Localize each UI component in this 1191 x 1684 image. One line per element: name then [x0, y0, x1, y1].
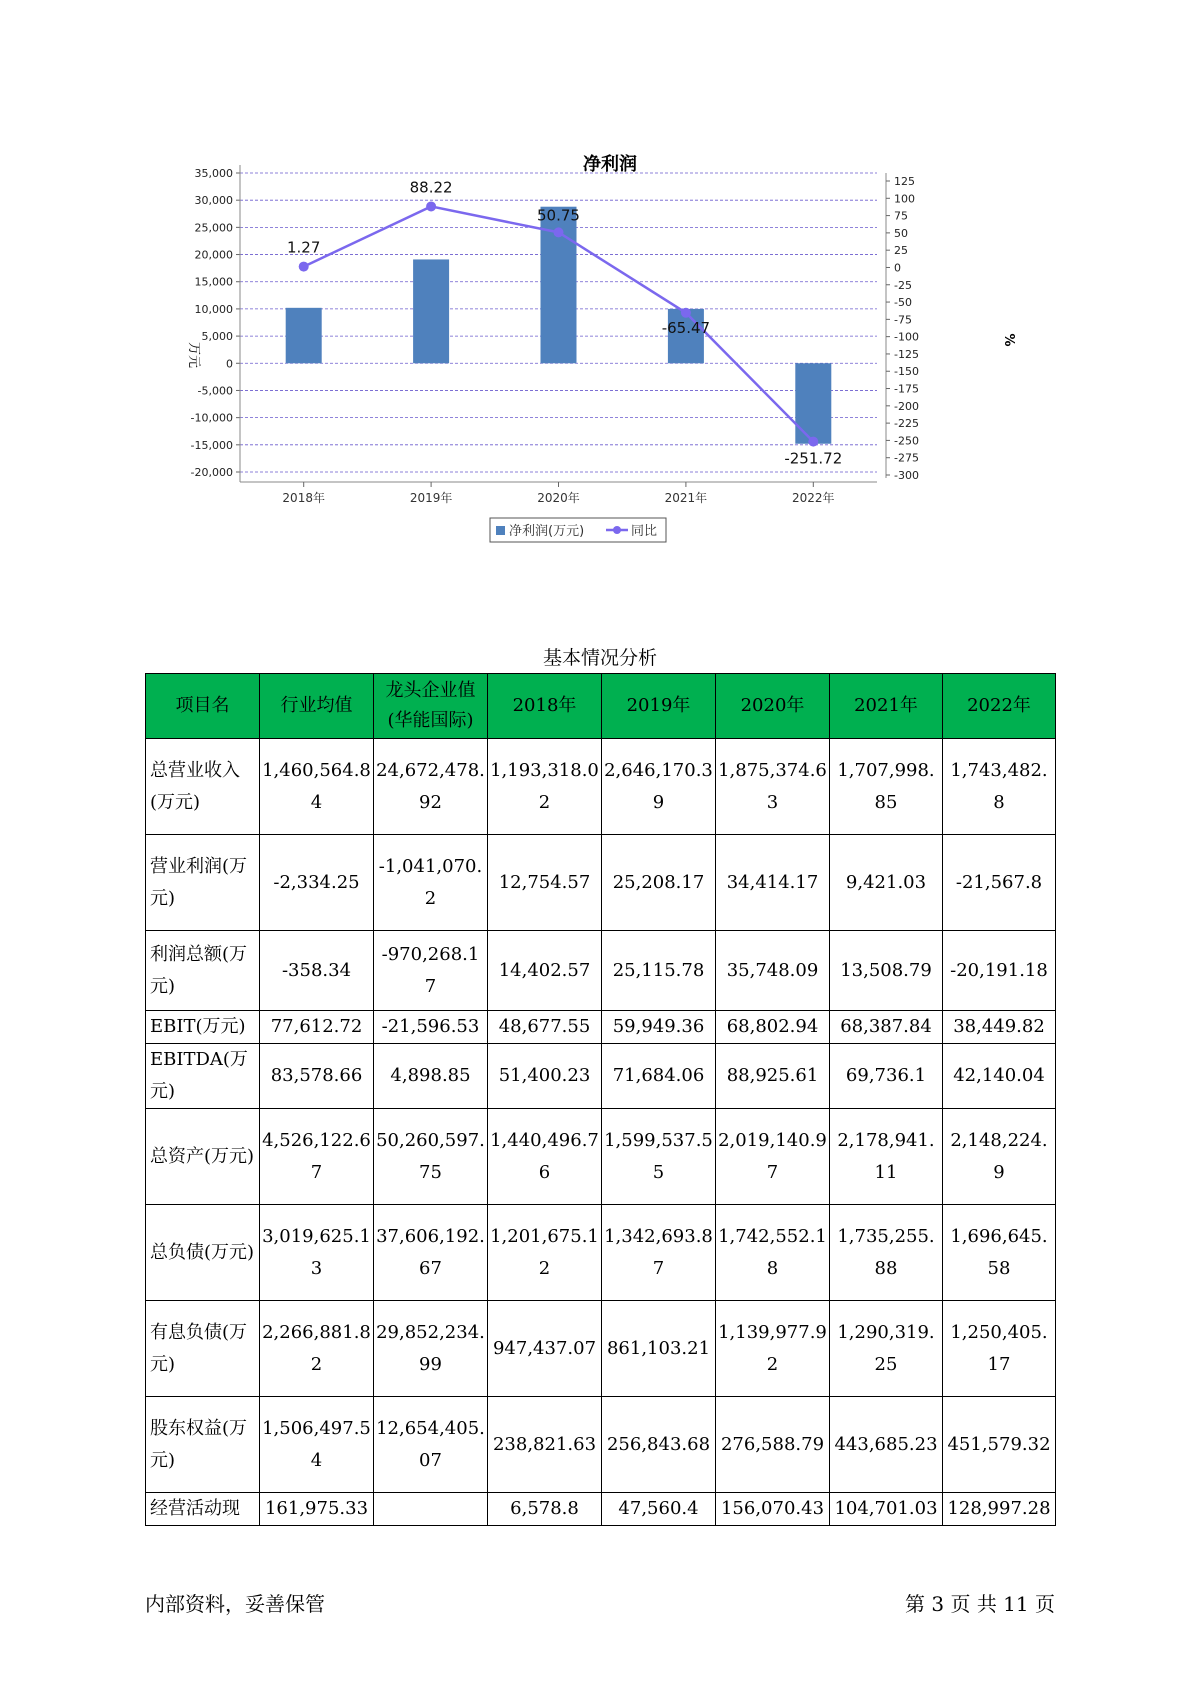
table-cell: 35,748.09	[716, 931, 830, 1011]
net-profit-chart	[160, 140, 1060, 600]
table-cell: 1,707,998.85	[830, 739, 943, 835]
basic-analysis-table	[145, 673, 1056, 1526]
x-tick-label: 2020年	[537, 491, 580, 505]
y-tick-label: -15,000	[190, 438, 233, 452]
table-cell: 13,508.79	[830, 931, 943, 1011]
data-label: -251.72	[784, 449, 843, 468]
y2-axis-label: %	[1001, 333, 1016, 347]
table-cell: 2,148,224.9	[943, 1109, 1056, 1205]
table-row	[146, 1044, 1056, 1109]
line-point	[299, 262, 309, 272]
table-cell: 2,019,140.97	[716, 1109, 830, 1205]
table-cell: -20,191.18	[943, 931, 1056, 1011]
table-row	[146, 931, 1056, 1011]
table-cell: 1,742,552.18	[716, 1205, 830, 1301]
table-cell: 947,437.07	[488, 1301, 602, 1397]
table-cell: 88,925.61	[716, 1044, 830, 1109]
header-cell: 行业均值	[260, 674, 374, 739]
header-cell: 2022年	[943, 674, 1056, 739]
table-cell: 9,421.03	[830, 835, 943, 931]
header-cell: 龙头企业值(华能国际)	[374, 674, 488, 739]
y-tick-label: 25,000	[194, 221, 233, 235]
x-tick-label: 2019年	[409, 491, 453, 505]
y2-tick-label: 125	[894, 175, 915, 188]
y-tick-label: -10,000	[190, 411, 233, 425]
table-cell: -21,596.53	[374, 1011, 488, 1044]
y2-tick-label: 50	[894, 226, 908, 240]
table-cell: 1,440,496.76	[488, 1109, 602, 1205]
table-cell: 71,684.06	[602, 1044, 716, 1109]
table-cell: 77,612.72	[260, 1011, 374, 1044]
table-cell: 51,400.23	[488, 1044, 602, 1109]
row-label: 总负债(万元)	[146, 1205, 260, 1301]
legend-label: 同比	[631, 524, 658, 539]
row-label: EBITDA(万元)	[146, 1044, 260, 1109]
table-cell: 1,342,693.87	[602, 1205, 716, 1301]
y-tick-label: 10,000	[194, 302, 233, 316]
x-tick-label: 2021年	[664, 491, 708, 505]
header-cell: 2021年	[830, 674, 943, 739]
legend-swatch-bar	[496, 526, 505, 535]
data-label: 50.75	[537, 206, 580, 225]
x-axis	[240, 482, 877, 505]
table-cell: 24,672,478.92	[374, 739, 488, 835]
table-cell: 451,579.32	[943, 1397, 1056, 1493]
table-cell: 25,208.17	[602, 835, 716, 931]
table-cell: 42,140.04	[943, 1044, 1056, 1109]
row-label: 经营活动现	[146, 1493, 260, 1526]
y2-tick-label: -50	[894, 296, 912, 310]
x-tick-label: 2018年	[282, 491, 325, 505]
y-tick-label: 30,000	[194, 194, 233, 208]
table-cell: 83,578.66	[260, 1044, 374, 1109]
table-row	[146, 739, 1056, 835]
y-tick-label: 0	[226, 357, 233, 371]
table-cell: -2,334.25	[260, 835, 374, 931]
table-cell: 1,743,482.8	[943, 739, 1056, 835]
table-cell: 3,019,625.13	[260, 1205, 374, 1301]
row-label: 总资产(万元)	[146, 1109, 260, 1205]
legend-swatch-point	[613, 526, 621, 534]
table-cell: 276,588.79	[716, 1397, 830, 1493]
table-cell: 29,852,234.99	[374, 1301, 488, 1397]
table-cell: -1,041,070.2	[374, 835, 488, 931]
table-cell: 6,578.8	[488, 1493, 602, 1526]
table-cell: 50,260,597.75	[374, 1109, 488, 1205]
table-cell: 12,754.57	[488, 835, 602, 931]
table-cell: 68,387.84	[830, 1011, 943, 1044]
table-cell: 38,449.82	[943, 1011, 1056, 1044]
table-cell: 59,949.36	[602, 1011, 716, 1044]
y-tick-label: 20,000	[194, 248, 233, 262]
y-tick-label: 5,000	[201, 330, 233, 344]
table-row	[146, 835, 1056, 931]
y2-tick-label: 75	[894, 209, 908, 223]
table-cell: 1,250,405.17	[943, 1301, 1056, 1397]
y2-tick-label: -150	[894, 365, 919, 379]
header-cell: 项目名	[146, 674, 260, 739]
y-tick-label: 15,000	[194, 275, 233, 289]
data-label: -65.47	[661, 318, 711, 337]
table-row	[146, 1205, 1056, 1301]
table-row	[146, 1301, 1056, 1397]
table-cell	[374, 1493, 488, 1526]
table-cell: 37,606,192.67	[374, 1205, 488, 1301]
table-cell: 34,414.17	[716, 835, 830, 931]
table-cell: -358.34	[260, 931, 374, 1011]
y2-tick-label: -300	[894, 469, 919, 482]
table-cell: 25,115.78	[602, 931, 716, 1011]
y2-tick-label: -25	[894, 278, 912, 292]
data-label: 1.27	[286, 238, 321, 257]
table-cell: 4,898.85	[374, 1044, 488, 1109]
row-label: 有息负债(万元)	[146, 1301, 260, 1397]
table-cell: 48,677.55	[488, 1011, 602, 1044]
chart-title: 净利润	[583, 154, 637, 175]
table-cell: 104,701.03	[830, 1493, 943, 1526]
page-number: 第 3 页 共 11 页	[905, 1592, 1055, 1616]
y2-tick-label: 0	[894, 261, 901, 275]
table-cell: 47,560.4	[602, 1493, 716, 1526]
table-cell: 68,802.94	[716, 1011, 830, 1044]
table-cell: 238,821.63	[488, 1397, 602, 1493]
y2-tick-label: -75	[894, 313, 912, 327]
y2-tick-label: -100	[894, 330, 919, 344]
header-cell: 2018年	[488, 674, 602, 739]
table-cell: 69,736.1	[830, 1044, 943, 1109]
y2-tick-label: -225	[894, 417, 919, 431]
table-cell: 1,201,675.12	[488, 1205, 602, 1301]
y2-tick-label: -275	[894, 451, 919, 465]
y-tick-label: 35,000	[194, 167, 233, 180]
table-cell: -970,268.17	[374, 931, 488, 1011]
y2-tick-label: -250	[894, 434, 919, 448]
table-header-row	[146, 674, 1056, 739]
table-row	[146, 1397, 1056, 1493]
table-cell: 256,843.68	[602, 1397, 716, 1493]
bar-series	[286, 207, 832, 444]
row-label: 股东权益(万元)	[146, 1397, 260, 1493]
y2-tick-label: 100	[894, 192, 915, 206]
table-cell: 1,193,318.02	[488, 739, 602, 835]
chart-legend	[490, 518, 666, 542]
row-label: EBIT(万元)	[146, 1011, 260, 1044]
table-row	[146, 1011, 1056, 1044]
table-cell: -21,567.8	[943, 835, 1056, 931]
bar	[413, 259, 449, 363]
bar	[286, 308, 322, 363]
table-cell: 14,402.57	[488, 931, 602, 1011]
table-row	[146, 1493, 1056, 1526]
row-label: 营业利润(万元)	[146, 835, 260, 931]
legend-label: 净利润(万元)	[509, 524, 585, 539]
y2-tick-label: -175	[894, 382, 919, 396]
y-axis-label: 万元	[186, 341, 201, 369]
line-point	[554, 227, 564, 237]
table-caption: 基本情况分析	[542, 647, 657, 669]
table-cell: 2,178,941.11	[830, 1109, 943, 1205]
table-cell: 1,875,374.63	[716, 739, 830, 835]
table-cell: 1,139,977.92	[716, 1301, 830, 1397]
table-cell: 1,735,255.88	[830, 1205, 943, 1301]
table-cell: 156,070.43	[716, 1493, 830, 1526]
table-cell: 128,997.28	[943, 1493, 1056, 1526]
table-cell: 12,654,405.07	[374, 1397, 488, 1493]
table-cell: 1,696,645.58	[943, 1205, 1056, 1301]
y-axis-right	[886, 173, 919, 482]
y-tick-label: -5,000	[197, 384, 233, 398]
line-point	[681, 308, 691, 318]
x-tick-label: 2022年	[792, 491, 835, 505]
line-point	[808, 437, 818, 447]
data-label: 88.22	[409, 178, 453, 197]
confidential-note: 内部资料，妥善保管	[145, 1592, 325, 1616]
row-label: 利润总额(万元)	[146, 931, 260, 1011]
bar	[795, 363, 831, 443]
table-cell: 2,266,881.82	[260, 1301, 374, 1397]
line-point	[426, 201, 436, 211]
table-row	[146, 1109, 1056, 1205]
table-cell: 1,599,537.55	[602, 1109, 716, 1205]
y2-tick-label: 25	[894, 244, 908, 258]
table-cell: 2,646,170.39	[602, 739, 716, 835]
header-cell: 2020年	[716, 674, 830, 739]
table-cell: 1,506,497.54	[260, 1397, 374, 1493]
table-cell: 4,526,122.67	[260, 1109, 374, 1205]
table-cell: 443,685.23	[830, 1397, 943, 1493]
y2-tick-label: -200	[894, 399, 919, 413]
header-cell: 2019年	[602, 674, 716, 739]
row-label: 总营业收入(万元)	[146, 739, 260, 835]
table-cell: 861,103.21	[602, 1301, 716, 1397]
y-tick-label: -20,000	[190, 466, 233, 479]
table-cell: 1,290,319.25	[830, 1301, 943, 1397]
table-cell: 161,975.33	[260, 1493, 374, 1526]
table-cell: 1,460,564.84	[260, 739, 374, 835]
y-axis-left	[191, 165, 240, 482]
y2-tick-label: -125	[894, 347, 919, 361]
